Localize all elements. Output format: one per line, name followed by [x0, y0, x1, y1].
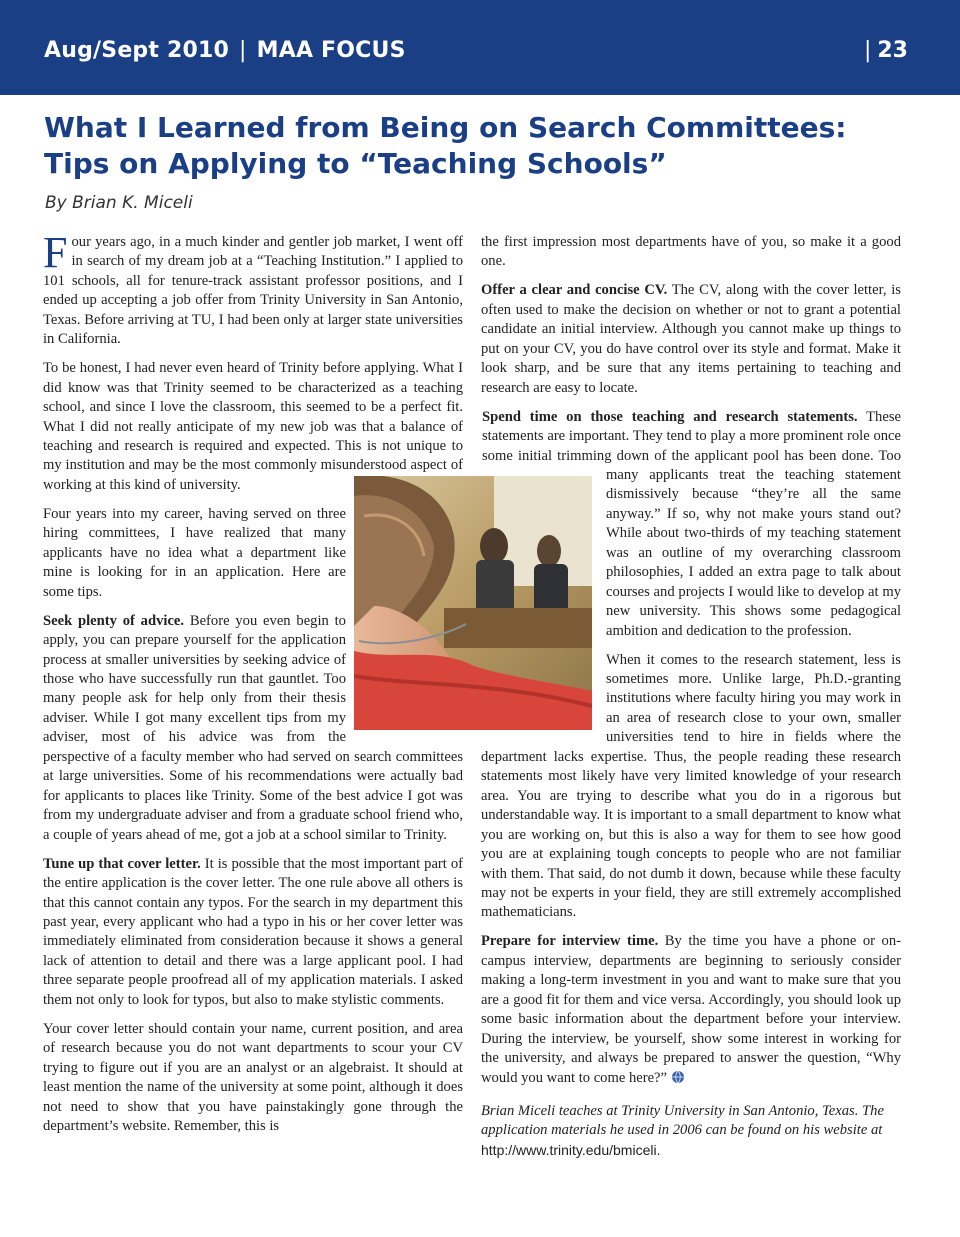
section-lead: Tune up that cover letter. [43, 855, 201, 872]
header-separator: | [239, 38, 247, 63]
page-number-block [864, 38, 908, 63]
title-line-1: What I Learned from Being on Search Committees: [44, 111, 847, 144]
author-website-link[interactable]: http://www.trinity.edu/bmiceli. [481, 1141, 661, 1158]
section-lead: Offer a clear and concise CV. [481, 282, 668, 299]
article-title [44, 110, 924, 182]
bio-text: Brian Miceli teaches at Trinity University in San Antonio, Texas. The application materials he used in 2006 can be found on his website at [481, 1103, 884, 1139]
paragraph-text: By the time you have a phone or on-campus interview, departments are beginning to seriously consider making a long-term investment in you and want to make sure that you are a good fit for them and vice versa. Accordingly, you should look up some basic information about the department before your interview. During the interview, be yourself, show some interest in working for the university, and always be prepared to answer the question, “Why would you want to come here?” [481, 933, 902, 1086]
paragraph-text: These statements are important. They tend to play a more prominent role once some initial trimming down of the applicant pool has been done. Too many applicants treat the teaching statement dismissively because “they’re all the same anyway.” If so, why not make yours stand out? While about two-thirds of my teaching statement was an outline of my overarching classroom philosophies, I added an extra page to talk about courses and projects I would like to develop at my new university. This shows some pedagogical ambition and dedication to the profession. [482, 408, 901, 639]
paragraph-text: It is possible that the most important part of the entire application is the cover letter. The one rule above all others is that this cannot contain any typos. For the search in my department this past year, every applicant who had a typo in his or her cover letter was immediately eliminated from consideration because it shows a general lack of attention to detail and there was a large applicant pool. I had three separate people proofread all of my application materials. I asked them not only to look for typos, but also to make stylistic comments. [43, 855, 463, 1008]
issue-date: Aug/Sept 2010 [44, 38, 229, 63]
paragraph-text: Your cover letter should contain your name, current position, and area of research because you do not want departments to scour your CV trying to figure out if you are an analyst or an algebraist. It should at least mention the name of the university at some point, although it does not need to show that you have painstakingly gone through the department’s website. Remember, this is [43, 1020, 463, 1134]
section-lead: Seek plenty of advice. [43, 612, 185, 629]
paragraph-text: the first impression most departments have of you, so make it a good one. [481, 234, 901, 270]
paragraph-text: To be honest, I had never even heard of Trinity before applying. What I did know was that Trinity seemed to be characterized as a teaching school, and since I love the classroom, this seemed to be a perfect fit. What I did not really anticipate of my new job was that a balance of teaching and research is required and expected. This is not unique to my institution and may be the most commonly misunderstood aspect of working at this kind of university. [43, 360, 463, 493]
drop-cap: F [43, 228, 68, 277]
paragraph [43, 855, 463, 1011]
byline: By Brian K. Miceli [45, 193, 193, 213]
globe-end-icon [671, 1070, 685, 1084]
section-lead: Spend time on those teaching and research statements. [482, 408, 858, 425]
paragraph-text: When it comes to the research statement, less is sometimes more. Unlike large, Ph.D.-granting institutions where faculty hiring you may work in an area of research close to your own, smaller universities tend to hire in fields where the department lacks expertise. Thus, the people reading these research statements most likely have very limited knowledge of your research area. You are trying to describe what you do in a rigorous but understandable way. It is important to a small department to know what you are working on, but this is also a way for them to see how good you are at explaining tough concepts to people who are not familiar with them. That said, do not dumb it down, because while these faculty may not be experts in your field, they are still extremely accomplished mathematicians. [481, 651, 901, 921]
paragraph [481, 281, 901, 398]
magazine-name: MAA FOCUS [256, 38, 406, 63]
section-lead: Prepare for interview time. [481, 933, 659, 950]
paragraph [43, 228, 463, 350]
page-separator: | [863, 38, 872, 63]
header-banner [0, 0, 960, 95]
paragraph [481, 233, 901, 272]
paragraph-text: Before you even begin to apply, you can prepare yourself for the application process at smaller universities by seeking advice of those who have successfully run that gauntlet. Too many people ask for help only from their thesis adviser. While I got many excellent tips from my adviser, most of his advice was from the perspective of a faculty member who had served on search committees at large universities. Some of his recommendations were actually bad for applicants to places like Trinity. Some of the best advice I got was from my undergraduate adviser and from a graduate school friend who, a couple of years ahead of me, got a job at a school similar to Trinity. [43, 612, 463, 843]
paragraph-text: Four years into my career, having served on three hiring committees, I have realized that many applicants have no idea what a department like mine is looking for in an application. Here are some tips. [43, 505, 346, 600]
paragraph [43, 1020, 463, 1137]
page-number: 23 [877, 38, 908, 63]
interview-photo-illustration [354, 476, 592, 730]
article-photo [354, 476, 592, 730]
author-bio [481, 1102, 901, 1161]
paragraph-text: our years ago, in a much kinder and gentler job market, I went off in search of my dream job at a “Teaching Institution.” I applied to 101 schools, all for tenure-track assistant professor positions, and I ended up accepting a job offer from Trinity University in San Antonio, Texas. Before arriving at TU, I had been only at larger state universities in California. [43, 234, 463, 348]
paragraph [481, 932, 901, 1088]
paragraph-text: The CV, along with the cover letter, is often used to make the decision on whether or not to grant a potential candidate an initial interview. Although you cannot make up things to put on your CV, you do have control over its style and format. Make it look sharp, and be sure that any items pertaining to teaching and research are easy to locate. [481, 282, 901, 396]
issue-info [44, 38, 406, 63]
paragraph [43, 359, 463, 495]
title-line-2: Tips on Applying to “Teaching Schools” [44, 147, 667, 180]
